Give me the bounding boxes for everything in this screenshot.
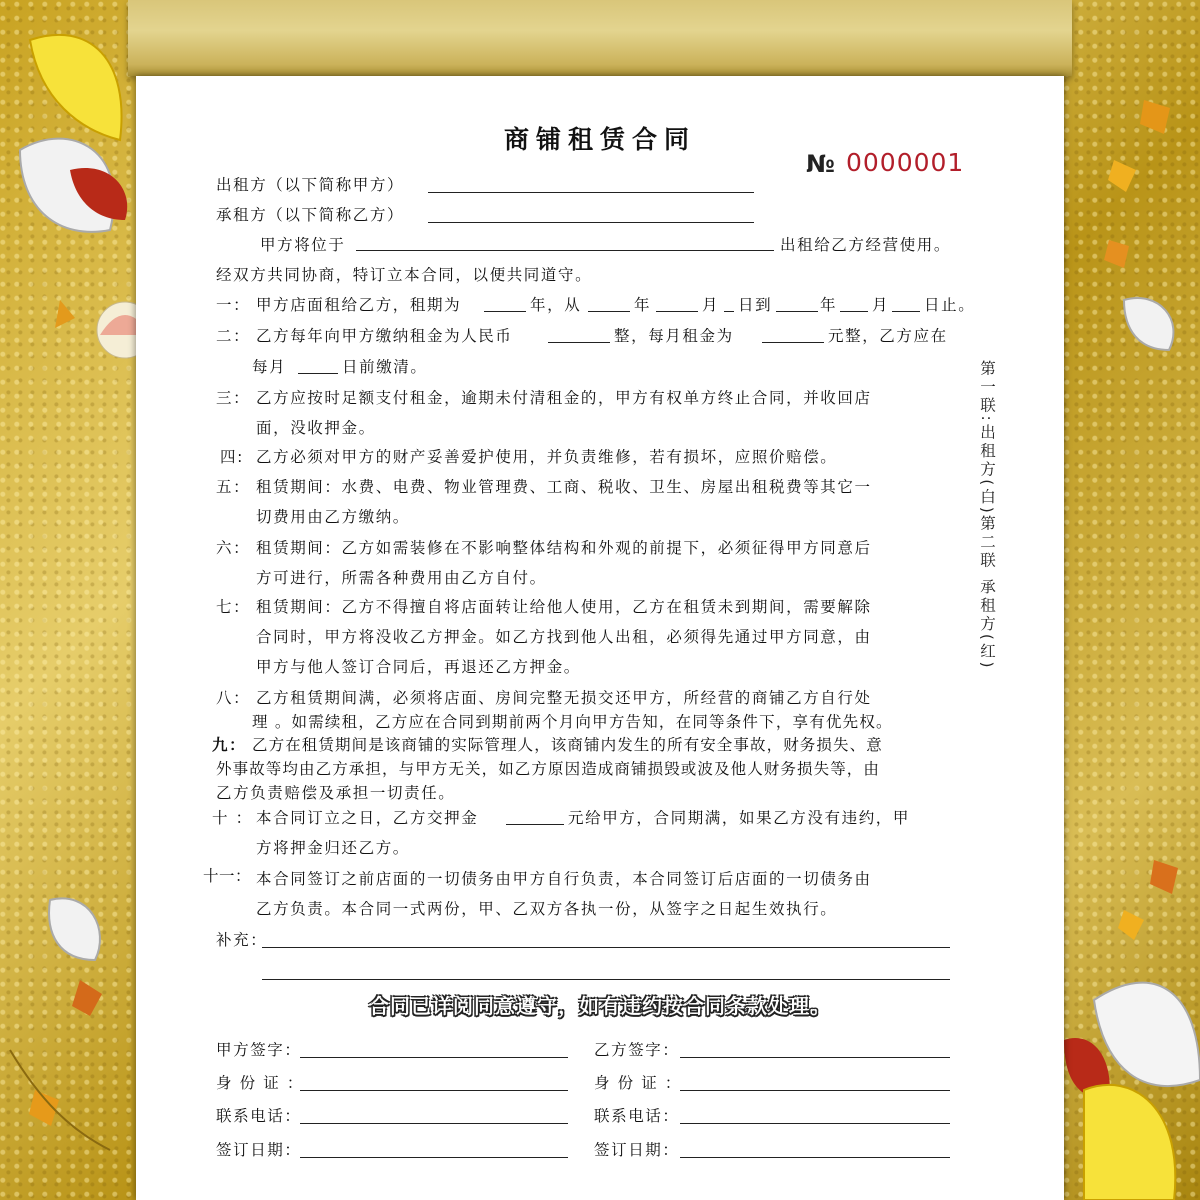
leaf-decoration-right [1064,0,1200,1200]
clause-text: 月 [872,296,890,314]
clause-text: 甲方店面租给乙方，租期为 [256,296,462,314]
number-label: № [806,150,835,178]
party-b-phone-label: 联系电话： [594,1107,680,1125]
intro-text: 经双方共同协商，特订立本合同，以便共同道守。 [216,266,593,284]
clause-text: 外事故等均由乙方承担，与甲方无关，如乙方原因造成商铺损毁或波及他人财务损失等，由 [216,760,881,778]
clause-text: 元给甲方，合同期满，如果乙方没有违约，甲 [568,809,911,827]
clause-text: 租赁期间：水费、电费、物业管理费、工商、税收、卫生、房屋出租税费等其它一 [256,478,872,496]
clause-number: 十一： [203,867,252,885]
start-year-blank[interactable] [588,311,630,312]
clause-number: 十 ： [212,809,253,827]
clause-text: 本合同签订之前店面的一切债务由甲方自行负责，本合同签订后店面的一切债务由 [256,870,872,888]
lessee-label: 承租方（以下简称乙方） [216,206,405,224]
copy-label-lessor: 第一联:出租方(白) [978,360,996,516]
clause-text: 乙方负责。本合同一式两份，甲、乙双方各执一份，从签字之日起生效执行。 [256,900,838,918]
clause-text: 年 [634,296,652,314]
party-a-phone-field[interactable] [300,1123,568,1124]
copy-label-lessee: 第二联 承租方(红) [978,515,996,671]
clause-text: 乙方必须对甲方的财产妥善爱护使用，并负责维修，若有损坏，应照价赔偿。 [256,448,838,466]
party-b-id-field[interactable] [680,1090,950,1091]
payment-day-blank[interactable] [298,373,338,374]
clause-text: 租赁期间：乙方不得擅自将店面转让给他人使用，乙方在租赁未到期间，需要解除 [256,598,872,616]
agreement-notice: 合同已详阅同意遵守，如有违约按合同条款处理。 [369,994,831,1018]
clause-text: 月 [702,296,720,314]
clause-text: 甲方与他人签订合同后，再退还乙方押金。 [256,658,581,676]
party-a-date-label: 签订日期： [216,1141,302,1159]
party-b-signature-field[interactable] [680,1057,950,1058]
clause-text: 元整，乙方应在 [828,327,948,345]
party-a-date-field[interactable] [300,1157,568,1158]
end-month-blank[interactable] [840,311,868,312]
document-title: 商铺租赁合同 [503,125,696,154]
clause-text: 理 。如需续租，乙方应在合同到期前两个月向甲方告知，在同等条件下，享有优先权。 [252,713,893,731]
clause-text: 方将押金归还乙方。 [256,839,410,857]
clause-text: 乙方每年向甲方缴纳租金为人民币 [256,327,513,345]
clause-number: 二： [216,327,251,345]
clause-text: 日前缴清。 [342,358,428,376]
clause-text: 乙方应按时足额支付租金，逾期未付清租金的，甲方有权单方终止合同，并收回店 [256,389,872,407]
clause-number: 九： [212,736,247,754]
deposit-blank[interactable] [506,824,564,825]
clause-text: 方可进行，所需各种费用由乙方自付。 [256,569,547,587]
start-day-blank[interactable] [724,311,734,312]
end-year-blank[interactable] [776,311,818,312]
clause-text: 租赁期间：乙方如需装修在不影响整体结构和外观的前提下，必须征得甲方同意后 [256,539,872,557]
location-blank[interactable] [356,250,774,251]
clause-number: 五： [216,478,251,496]
clause-text: 本合同订立之日，乙方交押金 [256,809,479,827]
leaf-decoration-left [0,0,140,1200]
party-b-date-label: 签订日期： [594,1141,680,1159]
lessor-label: 出租方（以下简称甲方） [216,176,405,194]
party-a-signature-field[interactable] [300,1057,568,1058]
party-a-phone-label: 联系电话： [216,1107,302,1125]
clause-text: 乙方负责赔偿及承担一切责任。 [216,784,456,802]
annual-rent-blank[interactable] [548,342,610,343]
lessor-blank[interactable] [428,192,754,193]
location-suffix: 出租给乙方经营使用。 [780,236,952,254]
clause-text: 日止。 [924,296,976,314]
clause-number: 三： [216,389,251,407]
start-month-blank[interactable] [656,311,698,312]
clause-text: 整，每月租金为 [614,327,734,345]
clause-text: 乙方在租赁期间是该商铺的实际管理人，该商铺内发生的所有安全事故，财务损失、意 [252,736,883,754]
party-a-id-field[interactable] [300,1090,568,1091]
party-b-id-label: 身 份 证 ： [594,1074,682,1092]
clause-text: 年 [820,296,838,314]
clause-number: 四: [220,448,244,466]
party-a-signature-label: 甲方签字： [216,1041,302,1059]
scroll-roller-top [128,0,1072,76]
clause-number: 六： [216,539,251,557]
clause-number: 七： [216,598,251,616]
contract-number: 0000001 [846,148,965,177]
clause-text: 切费用由乙方缴纳。 [256,508,410,526]
supplement-label: 补充： [216,931,268,949]
clause-text: 乙方租赁期间满，必须将店面、房间完整无损交还甲方，所经营的商铺乙方自行处 [256,689,872,707]
clause-text: 面，没收押金。 [256,419,376,437]
monthly-rent-blank[interactable] [762,342,824,343]
end-day-blank[interactable] [892,311,920,312]
supplement-line-1[interactable] [262,947,950,948]
party-b-date-field[interactable] [680,1157,950,1158]
clause-text: 合同时，甲方将没收乙方押金。如乙方找到他人出租，必须得先通过甲方同意，由 [256,628,872,646]
lessee-blank[interactable] [428,222,754,223]
supplement-line-2[interactable] [262,979,950,980]
clause-number: 一： [216,296,251,314]
location-prefix: 甲方将位于 [260,236,346,254]
party-a-id-label: 身 份 证 ： [216,1074,304,1092]
clause-text: 年，从 [530,296,582,314]
party-b-phone-field[interactable] [680,1123,950,1124]
years-blank[interactable] [484,311,526,312]
clause-text: 日到 [738,296,773,314]
clause-number: 八： [216,689,251,707]
clause-text: 每月 [252,358,287,376]
party-b-signature-label: 乙方签字： [594,1041,680,1059]
